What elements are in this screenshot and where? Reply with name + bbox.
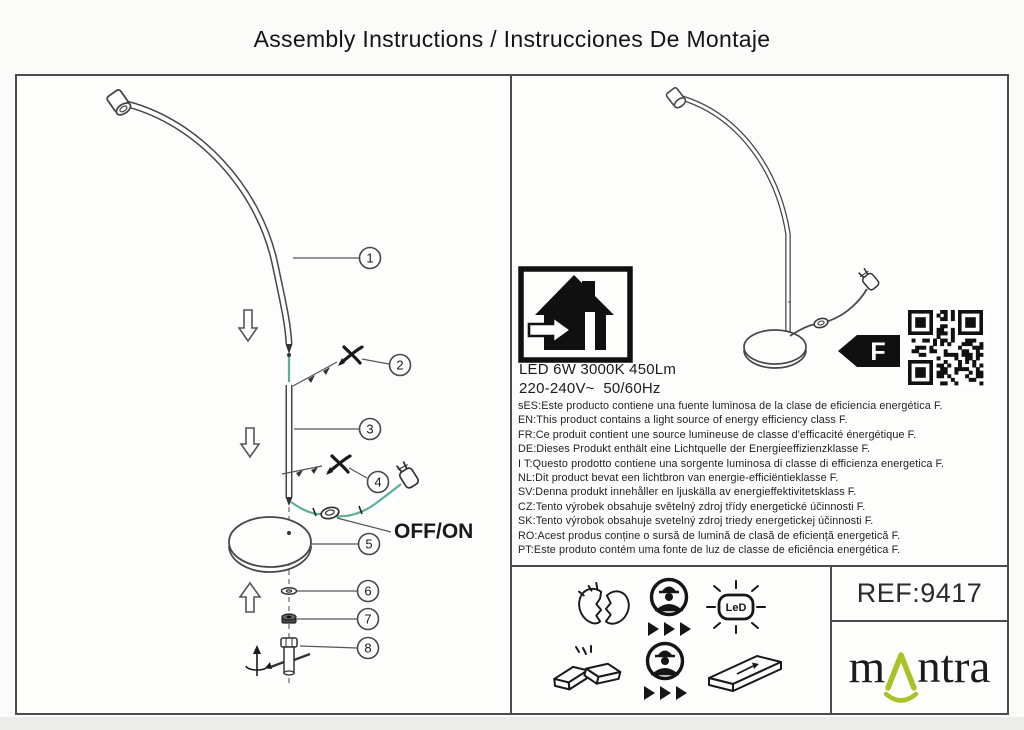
language-line: SV:Denna produkt innehåller en ljuskälla av energieffektivitetsklass F.: [518, 486, 857, 499]
sequence-arrows-icon: [648, 622, 691, 636]
svg-text:6: 6: [364, 583, 372, 599]
service-icons-cell: [512, 565, 830, 711]
svg-text:7: 7: [364, 611, 372, 627]
led-specs: LED 6W 3000K 450Lm: [519, 361, 677, 378]
ref-label: REF:9417: [856, 578, 983, 608]
brand-caret-icon: [884, 650, 918, 702]
down-arrow-icon: [239, 310, 257, 341]
callout-7: [358, 609, 379, 630]
led-replacement-row: [575, 576, 767, 638]
callouts: [358, 248, 411, 659]
down-arrow-icon: [241, 428, 259, 457]
page-title: Assembly Instructions / Instrucciones De Montaje: [253, 26, 771, 52]
info-panel: [510, 76, 1007, 713]
washer: [282, 588, 297, 594]
sheet-frame: [15, 74, 1009, 715]
technician-icon: [641, 640, 689, 702]
language-notices: [518, 399, 1004, 557]
callout-4: [368, 472, 389, 493]
sequence-arrows-icon: [644, 686, 687, 700]
broken-driver-icon: [549, 645, 629, 697]
led-icon: [705, 578, 767, 636]
svg-text:LeD: LeD: [725, 602, 747, 614]
technician-icon: [645, 576, 693, 638]
language-line: RO:Acest produs conține o sursă de lumină de clasă de eficiență energetică F.: [518, 529, 901, 542]
broken-led-icon: [575, 582, 633, 632]
language-line: EN:This product contains a light source of energy efficiency class F.: [518, 414, 848, 427]
assembled-cord: [790, 289, 867, 336]
callout-5: [359, 534, 380, 555]
language-line: sES:Este producto contiene una fuente luminosa de la clase de eficiencia energética F.: [518, 400, 943, 412]
driver-replacement-row: [549, 640, 793, 702]
tommy-bolt: [268, 638, 310, 675]
brand-text-m: m: [848, 641, 886, 693]
lamp-base: [229, 517, 311, 572]
svg-text:8: 8: [364, 640, 372, 656]
callout-6: [358, 581, 379, 602]
indoor-use-icon: [518, 266, 633, 363]
language-line: DE:Dieses Produkt enthält eine Lichtquelle der Energieeffizienzklasse F.: [518, 443, 871, 456]
language-line: NL:Dit product bevat een lichtbron van energie-efficiëntieklasse F.: [518, 472, 839, 485]
svg-text:3: 3: [366, 421, 374, 437]
language-line: SK:Tento výrobok obsahuje svetelný zdroj triedy energetickej účinnosti F.: [518, 515, 874, 528]
lamp-arm: [127, 104, 293, 354]
svg-text:1: 1: [366, 250, 374, 266]
callout-8: [358, 638, 379, 659]
ref-cell: [830, 565, 1007, 620]
assembled-base: [744, 330, 806, 368]
svg-text:2: 2: [396, 357, 404, 373]
screw-symbol: [338, 347, 362, 366]
power-plug: [394, 460, 420, 489]
off-on-label: OFF/ON: [394, 520, 474, 543]
scan-artifact-band: [0, 717, 1024, 730]
lamp-pole: [286, 385, 293, 506]
svg-text:5: 5: [365, 536, 373, 552]
assembled-arm: [682, 98, 791, 338]
screw-symbol: [326, 456, 350, 475]
energy-class-arrow: [838, 335, 900, 367]
exploded-assembly-diagram: [17, 76, 508, 713]
lamp-head: [106, 89, 133, 118]
nut: [282, 614, 296, 623]
up-arrow-icon: [240, 583, 260, 612]
callout-3: [360, 419, 381, 440]
rotation-icon: [246, 645, 272, 676]
callout-1: [360, 248, 381, 269]
brand-text-ntra: ntra: [917, 641, 991, 693]
replacement-driver-icon: [701, 648, 793, 694]
language-line: PT:Este produto contém uma fonte de luz de classe de eficiência energética F.: [518, 544, 901, 557]
assembled-head: [666, 87, 688, 110]
language-line: I T:Questo prodotto contiene una sorgente luminosa di classe di efficienza energetica F.: [518, 457, 945, 470]
language-line: CZ:Tento výrobek obsahuje světelný zdroj třídy energetické účinnosti F.: [518, 500, 866, 513]
voltage-specs: 220-240V~ 50/60Hz: [519, 380, 661, 397]
assembled-switch: [813, 317, 829, 329]
qr-code: [905, 307, 986, 388]
assembled-plug: [857, 267, 880, 292]
language-line: FR:Ce produit contient une source lumineuse de classe d'efficacité énergétique F.: [518, 428, 917, 441]
callout-2: [390, 355, 411, 376]
mantra-logo: [848, 641, 991, 693]
svg-text:4: 4: [374, 474, 382, 490]
brand-cell: [830, 620, 1007, 713]
energy-class-letter: F: [870, 338, 886, 366]
